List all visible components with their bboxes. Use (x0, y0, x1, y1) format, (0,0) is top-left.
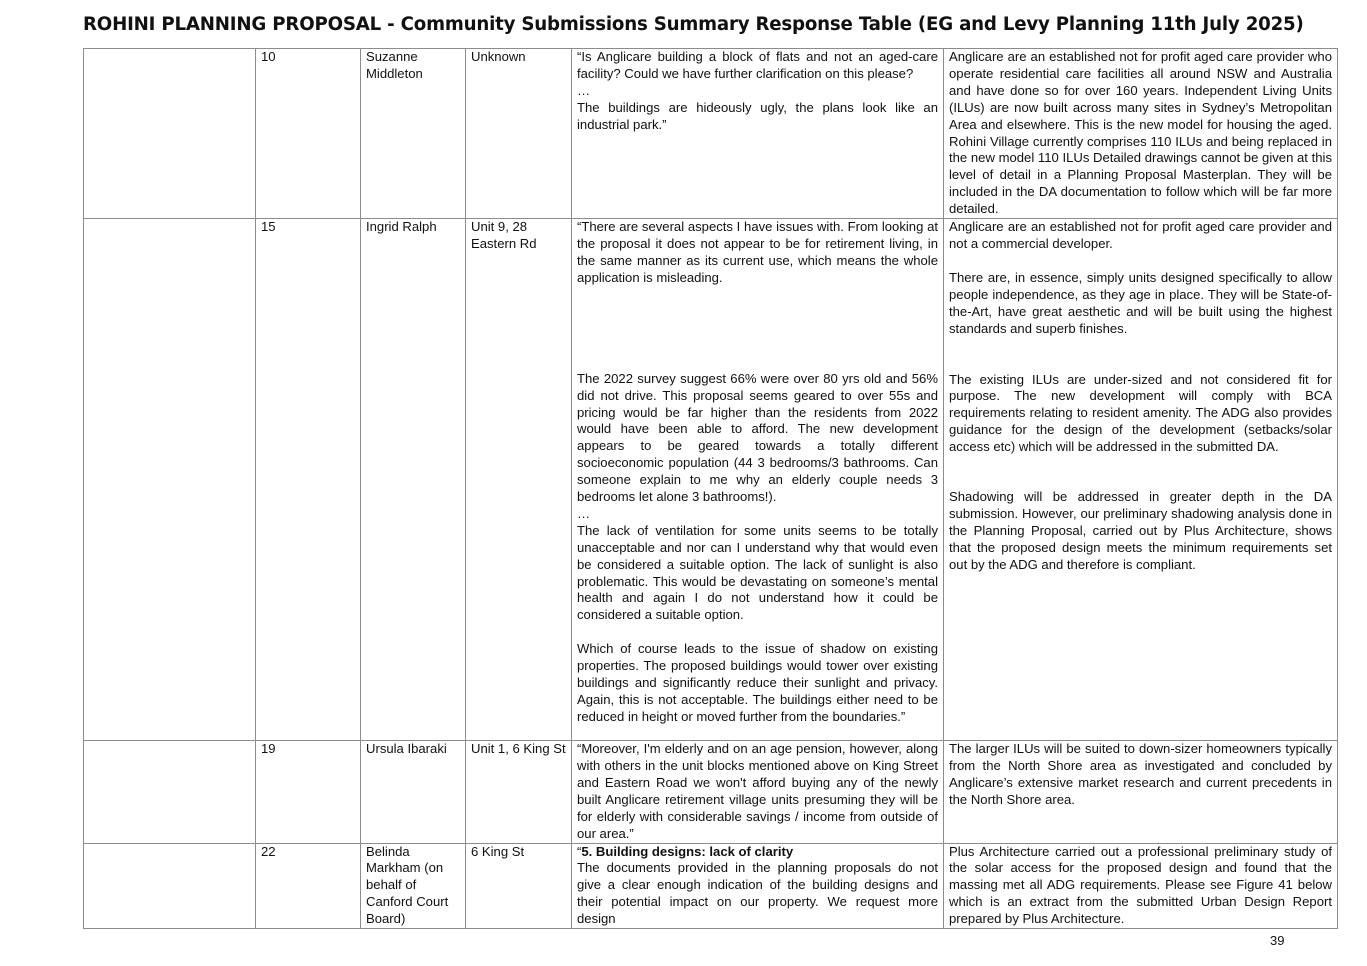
blank-cell (84, 843, 256, 929)
table-row (84, 843, 1338, 929)
response-paragraph: The existing ILUs are under-sized and not considered fit for purpose. The new development will comply with BCA requirements relating to resident amenity. The ADG also provides guidance for the design of the development (setbacks/solar access etc) which will be addressed in the submitted DA. (949, 371, 1332, 455)
submission-paragraph: The lack of ventilation for some units seems to be totally unacceptable and nor can I understand why that would even be considered a suitable option. The lack of sunlight is also problematic. This would be devastating on someone’s mental health and again I do not understand how it could be considered a suitable option. (577, 522, 938, 623)
submission-ellipsis: … (577, 82, 591, 98)
submission-paragraph: The documents provided in the planning proposals do not give a clear enough indication of the building designs and their potential impact on our property. We request more design (577, 860, 938, 927)
submission-paragraph: Which of course leads to the issue of shadow on existing properties. The proposed buildings would tower over existing buildings and significantly reduce their sunlight and privacy. Again, this is not acceptable. The buildings either need to be reduced in height or moved further from the boundaries.” (577, 641, 938, 724)
submitter-address: 6 King St (466, 843, 572, 929)
submission-paragraph: The 2022 survey suggest 66% were over 80 yrs old and 56% did not drive. This proposal seems geared to over 55s and pricing would be far higher than the residents from 2022 would have been able to afford. The new development appears to be geared towards a totally different socioeconomic population (44 3 bedrooms/3 bathrooms. Can someone explain to me why an elderly couple needs 3 bedrooms let alone 3 bathrooms!). (577, 370, 938, 505)
submission-paragraph: “Moreover, I'm elderly and on an age pension, however, along with others in the unit blocks mentioned above on King Street and Eastern Road we won't afford buying any of the newly built Anglicare retirement village units presuming they will be for elderly with considerable savings / income from outside of our area.” (577, 741, 938, 841)
submissions-table (83, 48, 1338, 929)
blank-cell (84, 219, 256, 741)
submission-paragraph: “Is Anglicare building a block of flats and not an aged-care facility? Could we have further clarification on this please? (577, 49, 938, 81)
submitter-name: Ursula Ibaraki (361, 741, 466, 843)
submitter-address: Unknown (466, 49, 572, 219)
submission-number: 22 (256, 843, 361, 929)
page-number: 39 (1270, 933, 1285, 948)
response-paragraph: Shadowing will be addressed in greater depth in the DA submission. However, our preliminary shadowing analysis done in the Planning Proposal, carried out by Plus Architecture, shows that the proposed design meets the minimum requirements set out by the ADG and therefore is compliant. (949, 489, 1332, 572)
response-paragraph: Anglicare are an established not for profit aged care provider who operate residential care facilities all around NSW and Australia and have done so for over 160 years. Independent Living Units (ILUs) are now built across many sites in Sydney’s Metropolitan Area and elsewhere. This is the new model for housing the aged. Rohini Village currently comprises 110 ILUs and being replaced in the new model 110 ILUs Detailed drawings cannot be given at this level of detail in a Planning Proposal Masterplan. They will be included in the DA documentation to follow which will be far more detailed. (949, 49, 1332, 217)
response-text (944, 49, 1338, 219)
response-text (944, 741, 1338, 843)
table-row (84, 219, 1338, 741)
submitter-address: Unit 9, 28 Eastern Rd (466, 219, 572, 741)
submission-ellipsis: … (577, 505, 591, 521)
response-text (944, 843, 1338, 929)
submission-paragraph: “There are several aspects I have issues with. From looking at the proposal it does not appear to be for retirement living, in the same manner as its current use, which means the whole application is misleading. (577, 219, 938, 285)
submission-paragraph: The buildings are hideously ugly, the plans look like an industrial park.” (577, 99, 938, 132)
table-row (84, 49, 1338, 219)
submitter-address: Unit 1, 6 King St (466, 741, 572, 843)
submission-number: 19 (256, 741, 361, 843)
submitter-name: Belinda Markham (on behalf of Canford Court Board) (361, 843, 466, 929)
submission-text (572, 741, 944, 843)
response-paragraph: There are, in essence, simply units designed specifically to allow people independence, as they age in place. They will be State-of-the-Art, have great aesthetic and will be built using the highest standards and superb finishes. (949, 269, 1332, 336)
submission-number: 10 (256, 49, 361, 219)
submission-text (572, 219, 944, 741)
submitter-name: Suzanne Middleton (361, 49, 466, 219)
blank-cell (84, 49, 256, 219)
submission-number: 15 (256, 219, 361, 741)
submitter-name: Ingrid Ralph (361, 219, 466, 741)
response-paragraph: Plus Architecture carried out a professional preliminary study of the solar access for the proposed design and found that the massing met all ADG requirements. Please see Figure 41 below which is an extract from the submitted Urban Design Report prepared by Plus Architecture. (949, 843, 1332, 927)
blank-cell (84, 741, 256, 843)
response-paragraph: Anglicare are an established not for profit aged care provider and not a commercial developer. (949, 219, 1332, 251)
table-row (84, 741, 1338, 843)
response-paragraph: The larger ILUs will be suited to down-sizer homeowners typically from the North Shore area as investigated and concluded by Anglicare’s extensive market research and current precedents in the North Shore area. (949, 741, 1332, 807)
page-title: ROHINI PLANNING PROPOSAL - Community Submissions Summary Response Table (EG and Levy Planning 11th July 2025) (83, 14, 1304, 35)
submission-heading: “5. Building designs: lack of clarity (577, 843, 794, 859)
submission-text (572, 49, 944, 219)
submission-text (572, 843, 944, 929)
response-text (944, 219, 1338, 741)
